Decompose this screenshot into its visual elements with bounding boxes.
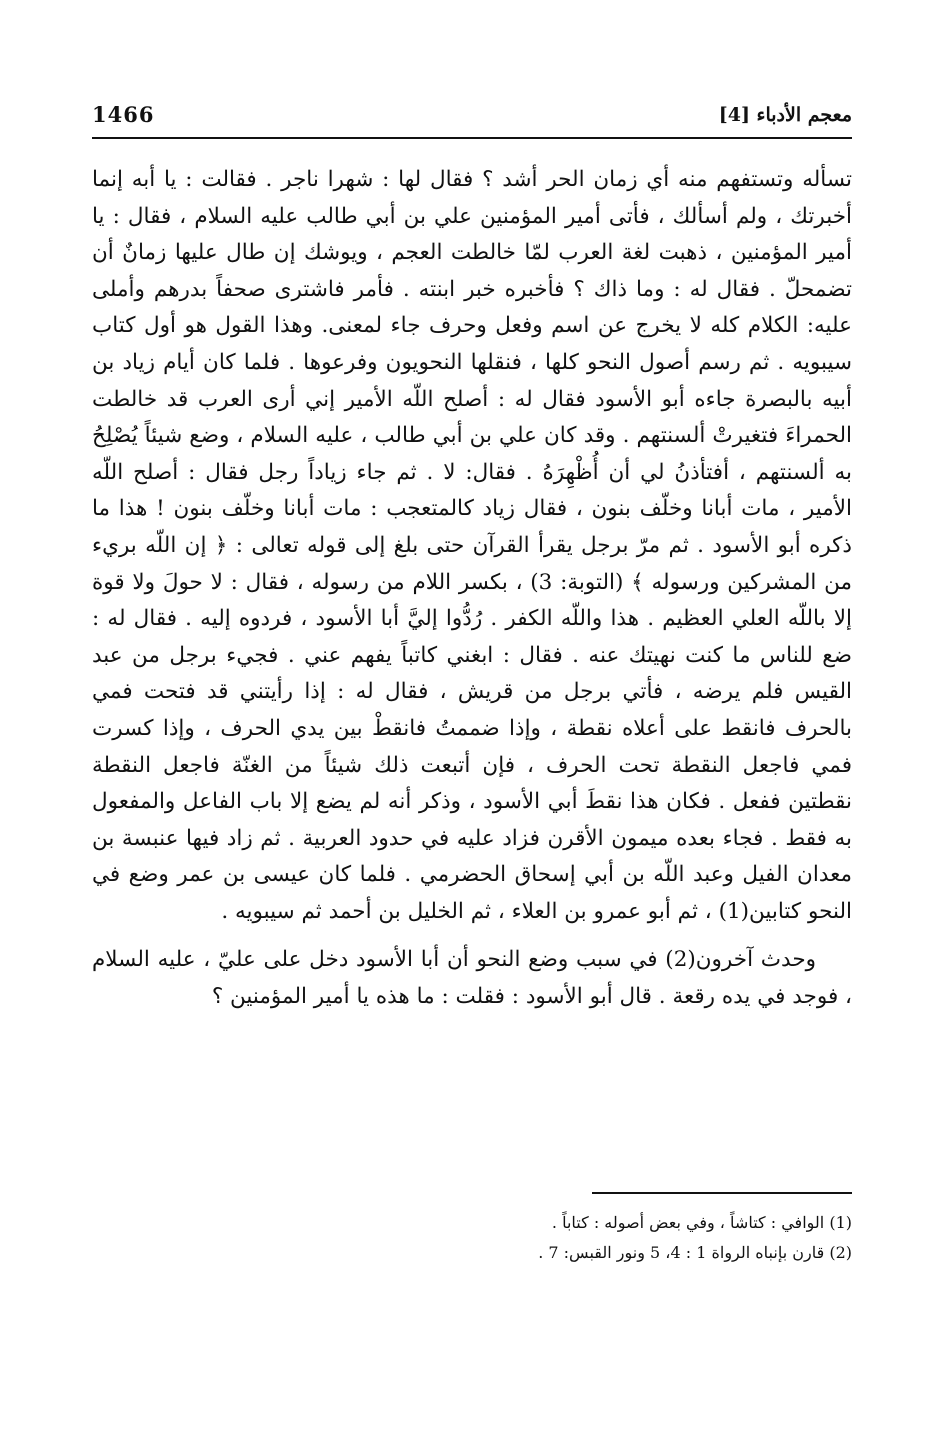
- paragraph-1: تسأله وتستفهم منه أي زمان الحر أشد ؟ فقال لها : شهرا ناجر . فقالت : يا أبه إنما أخبرتك ، ولم أسألك ، فأتى أمير المؤمنين علي بن أبي طالب عليه السلام ، فقال : يا أمير المؤمنين ، ذهبت لغة العرب لمّا خالطت العجم ، ويوشك إن طال عليها زمانٌ أن تضمحلّ . فقال له : وما ذاك ؟ فأخبره خبر ابنته . فأمر فاشترى صحفاً بدرهم وأملى عليه: الكلام كله لا يخرج عن اسم وفعل وحرف جاء لمعنى. وهذا القول هو أول كتاب سيبويه . ثم رسم أصول النحو كلها ، فنقلها النحويون وفرعوها . فلما كان أيام زياد بن أبيه بالبصرة جاءه أبو الأسود فقال له : أصلح اللّه الأمير إني أرى العرب قد خالطت الحمراءَ فتغيرتْ ألسنتهم . وقد كان علي بن أبي طالب ، عليه السلام ، وضع شيئاً يُصْلِحُ به ألسنتهم ، أفتأذنُ لي أن أُظْهِرَهُ . فقال: لا . ثم جاء زياداً رجل فقال : أصلح اللّه الأمير ، مات أبانا وخلّف بنون ، فقال زياد كالمتعجب : مات أبانا وخلّف بنون ! هذا ما ذكره أبو الأسود . ثم مرّ برجل يقرأ القرآن حتى بلغ إلى قوله تعالى : ﴿ إن اللّه بريء من المشركين ورسوله ﴾ (التوبة: 3) ، بكسر اللام من رسوله ، فقال : لا حولَ ولا قوة إلا باللّه العلي العظيم . هذا واللّه الكفر . رُدُّوا إليَّ أبا الأسود ، فردوه إليه . فقال له : ضع للناس ما كنت نهيتك عنه . فقال : ابغني كاتباً يفهم عني . فجيء برجل من عبد القيس فلم يرضه ، فأتي برجل من قريش ، فقال له : إذا رأيتني قد فتحت فمي بالحرف فانقط على أعلاه نقطة ، وإذا ضممتُ فانقطْ بين يدي الحرف ، وإذا كسرت فمي فاجعل النقطة تحت الحرف ، فإن أتبعت ذلك شيئاً من الغنّة فاجعل النقطة نقطتين ففعل . فكان هذا نقطَ أبي الأسود ، وذكر أنه لم يضع إلا باب الفاعل والمفعول به فقط . فجاء بعده ميمون الأقرن فزاد عليه في حدود العربية . ثم زاد فيها عنبسة بن معدان الفيل وعبد اللّه بن أبي إسحاق الحضرمي . فلما كان عيسى بن عمر وضع في النحو كتابين(1) ، ثم أبو عمرو بن العلاء ، ثم الخليل بن أحمد ثم سيبويه .: [92, 167, 852, 924]
- footnote-divider: [592, 1192, 852, 1194]
- page-number: 1466: [92, 102, 155, 127]
- page-header: [92, 100, 852, 134]
- footnote-1: (1) الوافي : كتاشاً ، وفي بعض أصوله : كتاباً .: [551, 1213, 852, 1232]
- footnotes: [92, 1208, 852, 1268]
- running-title: معجم الأدباء [4]: [718, 104, 852, 126]
- footnote-2: (2) قارن بإنباه الرواة 1 : 4، 5 ونور القبس: 7 .: [538, 1243, 852, 1262]
- header-divider: [92, 137, 852, 139]
- main-text: [92, 162, 852, 1016]
- paragraph-2: وحدث آخرون(2) في سبب وضع النحو أن أبا الأسود دخل على عليّ ، عليه السلام ، فوجد في يده رقعة . قال أبو الأسود : فقلت : ما هذه يا أمير المؤمنين ؟: [92, 947, 852, 1010]
